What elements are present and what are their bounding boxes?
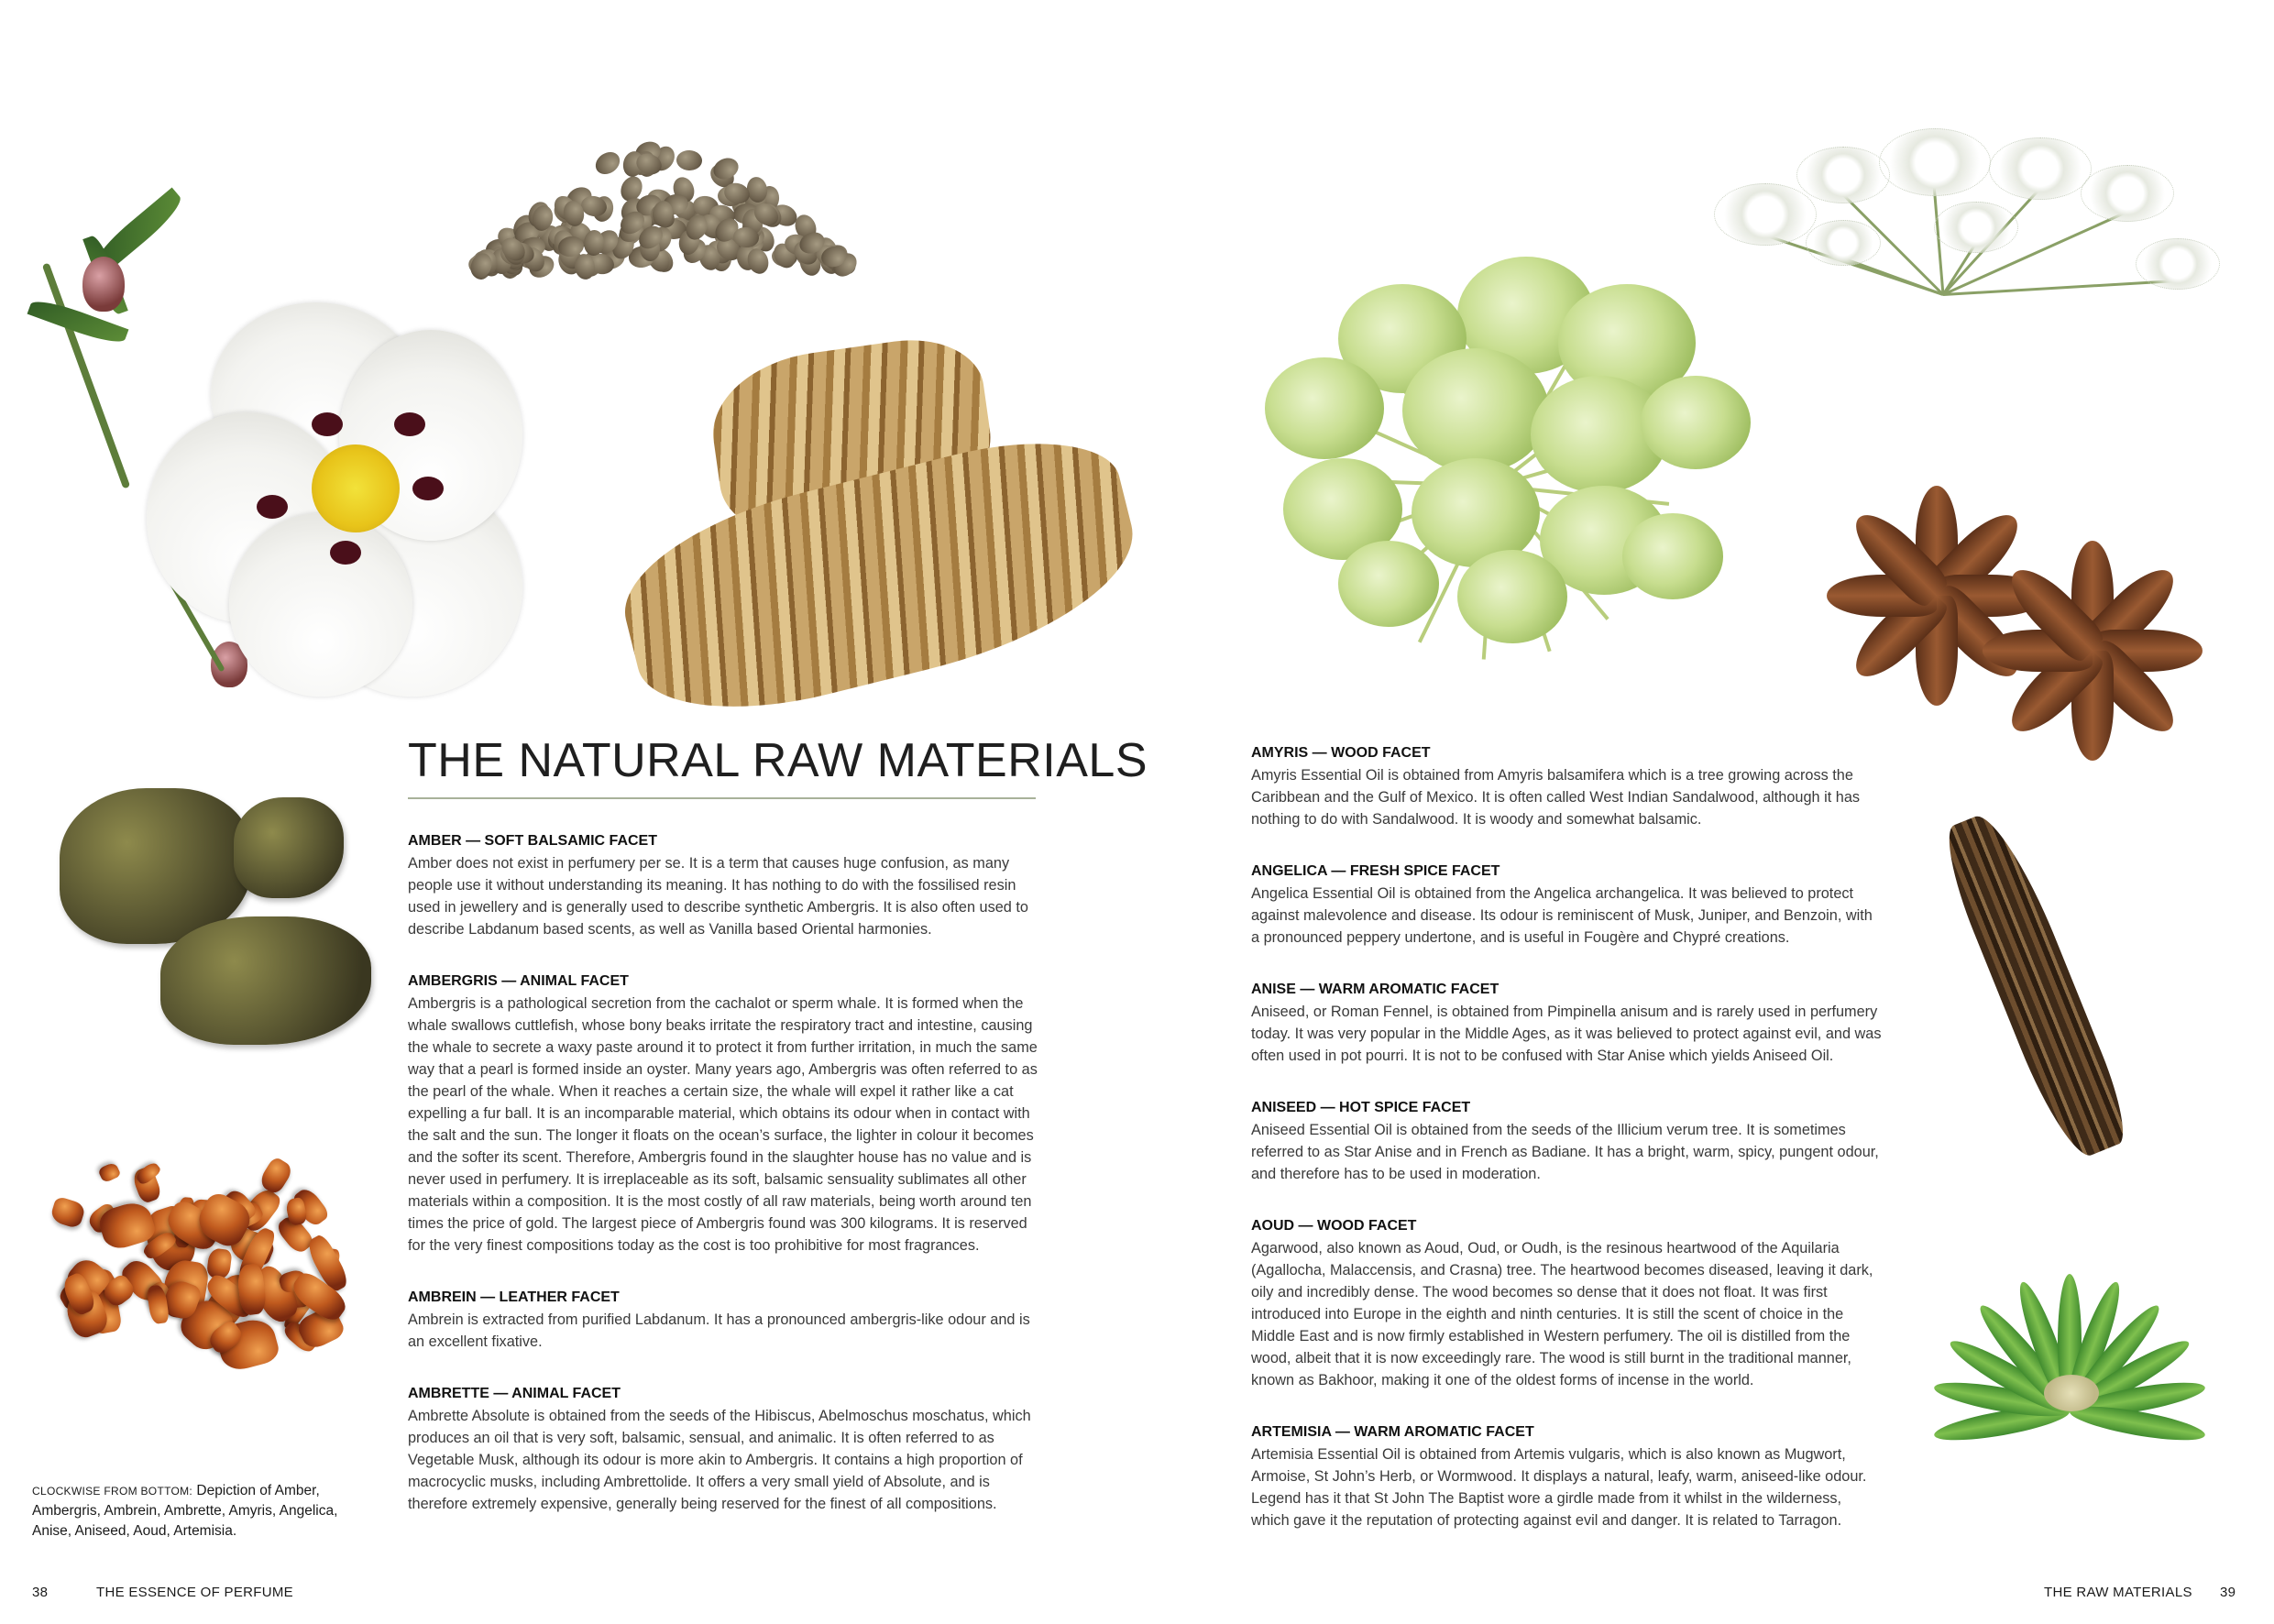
entry-heading: AMBER — SOFT BALSAMIC FACET — [408, 833, 657, 849]
angelica-umbel-photo — [1228, 220, 1751, 678]
entry-amyris — [1251, 742, 1884, 830]
entry-anise — [1251, 979, 1884, 1067]
amber-resin-photo — [46, 1136, 376, 1366]
caption-lead: CLOCKWISE FROM BOTTOM: — [32, 1485, 193, 1498]
entry-heading: AMBRETTE — ANIMAL FACET — [408, 1386, 621, 1401]
entry-ambergris — [408, 971, 1040, 1256]
entry-amber — [408, 830, 1040, 940]
entry-body: Angelica Essential Oil is obtained from the Angelica archangelica. It was believed to protect against malevolence and disease. Its odour is reminiscent of Musk, Juniper, and Benzoin, with a pronounced peppery undertone, and is useful in Fougère and Chypré creations. — [1251, 885, 1873, 946]
entry-ambrette — [408, 1383, 1040, 1515]
right-running-title: THE RAW MATERIALS — [2044, 1585, 2192, 1600]
anise-flower-photo — [1696, 110, 2246, 321]
cistus-flower-photo — [27, 202, 504, 715]
star-anise-photo — [1861, 458, 2209, 733]
entries-right-column — [1251, 742, 1884, 1562]
artemisia-leaves-photo — [1888, 1292, 2236, 1476]
entry-heading: AMYRIS — WOOD FACET — [1251, 745, 1431, 761]
title-divider — [408, 797, 1036, 799]
caption-text: Depiction of Amber, Ambergris, Ambrein, Ambrette, Amyris, Angelica, Anise, Aniseed, Aoud, Artemisia. — [32, 1483, 338, 1539]
entry-angelica — [1251, 861, 1884, 949]
left-page-number: 38 — [32, 1585, 49, 1600]
entry-body: Ambrette Absolute is obtained from the seeds of the Hibiscus, Abelmoschus moschatus, which produces an oil that is very soft, balsamic, sensual, and animalic. It is often referred to as Vegetable Musk, although its odour is more akin to Ambergris. It contains a high proportion of macrocyclic musks, including Ambrettolide. It offers a very small yield of Absolute, and is therefore extremely expensive, generally being reserved for the finest of all compositions. — [408, 1408, 1031, 1512]
entry-body: Ambergris is a pathological secretion from the cachalot or sperm whale. It is formed when the whale swallows cuttlefish, whose bony beaks irritate the respiratory tract and intestine, causing the whale to secrete a waxy paste around it to protect it from further irritation, in much the same way that a pearl is formed inside an oyster. Many years ago, Ambergris was often referred to as the pearl of the whale. When it reaches a certain size, the whale will expel it rather like a cat expelling a fur ball. It is an incomparable material, which obtains its odour when in contact with the salt and the sun. The longer it floats on the ocean’s surface, the lighter in colour it becomes and the softer its scent. Therefore, Ambergris found in the slaughter house has no value and is never used in perfumery. It is irreplaceable as its soft, balsamic sensuality sublimates all other materials within a composition. It is the most costly of all raw materials, being worth around ten times the price of gold. The largest piece of Ambergris found was 300 kilograms. It is reserved for the very finest compositions today as the cost is too prohibitive for most fragrances. — [408, 995, 1038, 1254]
left-running-title: THE ESSENCE OF PERFUME — [96, 1585, 293, 1600]
entry-body: Amyris Essential Oil is obtained from Amyris balsamifera which is a tree growing across the Caribbean and the Gulf of Mexico. It is often called West Indian Sandalwood, although it has nothing to do with Sandalwood. It is woody and somewhat balsamic. — [1251, 767, 1861, 828]
entry-body: Aniseed, or Roman Fennel, is obtained from Pimpinella anisum and is rarely used in perfumery today. It was very popular in the Middle Ages, as it was believed to protect against evil, and was often used in pot pourri. It is not to be confused with Star Anise which yields Aniseed Oil. — [1251, 1004, 1882, 1064]
entry-heading: ANISE — WARM AROMATIC FACET — [1251, 982, 1500, 997]
ambrette-seeds-photo — [449, 119, 871, 293]
ambergris-rocks-photo — [50, 779, 380, 1054]
aoud-wood-photo — [1879, 807, 2191, 1173]
entry-heading: ANISEED — HOT SPICE FACET — [1251, 1100, 1471, 1115]
entry-heading: AMBERGRIS — ANIMAL FACET — [408, 973, 629, 989]
entry-ambrein — [408, 1287, 1040, 1353]
entry-aoud — [1251, 1215, 1884, 1391]
amyris-wood-photo — [605, 348, 1155, 733]
entry-heading: ANGELICA — FRESH SPICE FACET — [1251, 863, 1500, 879]
entry-heading: ARTEMISIA — WARM AROMATIC FACET — [1251, 1424, 1534, 1440]
entry-body: Amber does not exist in perfumery per se. It is a term that causes huge confusion, as many people use it without understanding its meaning. It has nothing to do with the fossilised resin used in jewellery and is generally used to describe synthetic Ambergris. It is also often used to describe Labdanum based scents, as well as Vanilla based Oriental harmonies. — [408, 855, 1028, 938]
image-caption — [32, 1481, 362, 1542]
entry-artemisia — [1251, 1421, 1884, 1531]
entries-left-column — [408, 830, 1040, 1545]
entry-body: Ambrein is extracted from purified Labdanum. It has a pronounced ambergris-like odour and is an excellent fixative. — [408, 1311, 1030, 1350]
entry-body: Agarwood, also known as Aoud, Oud, or Oudh, is the resinous heartwood of the Aquilaria (Agallocha, Malaccensis, and Crasna) tree. The heartwood becomes diseased, leaving it dark, oily and incredibly dense. The wood becomes so dense that it does not float. It was first introduced into Europe in the eighth and ninth centuries. It is still the scent of choice in the Middle East and is now firmly established in Western perfumery. The oil is distilled from the wood, albeit that it is now exceedingly rare. The wood is still burnt in the traditional manner, known as Bakhoor, making it one of the oldest forms of incense in the world. — [1251, 1240, 1873, 1388]
right-page-number: 39 — [2220, 1585, 2236, 1600]
entry-body: Aniseed Essential Oil is obtained from the seeds of the Illicium verum tree. It is sometimes referred to as Star Anise and in French as Badiane. It has a bright, warm, spicy, pungent odour, and therefore has to be used in moderation. — [1251, 1122, 1879, 1182]
entry-body: Artemisia Essential Oil is obtained from Artemis vulgaris, which is also known as Mugwort, Armoise, St John’s Herb, or Wormwood. It displays a natural, leafy, warm, aniseed-like odour. Legend has it that St John The Baptist wore a girdle made from it whilst in the wilderness, which gave it the reputation of protecting against evil and danger. It is related to Tarragon. — [1251, 1446, 1867, 1529]
entry-heading: AOUD — WOOD FACET — [1251, 1218, 1417, 1234]
entry-aniseed — [1251, 1097, 1884, 1185]
page-title: THE NATURAL RAW MATERIALS — [408, 734, 1148, 787]
entry-heading: AMBREIN — LEATHER FACET — [408, 1289, 620, 1305]
